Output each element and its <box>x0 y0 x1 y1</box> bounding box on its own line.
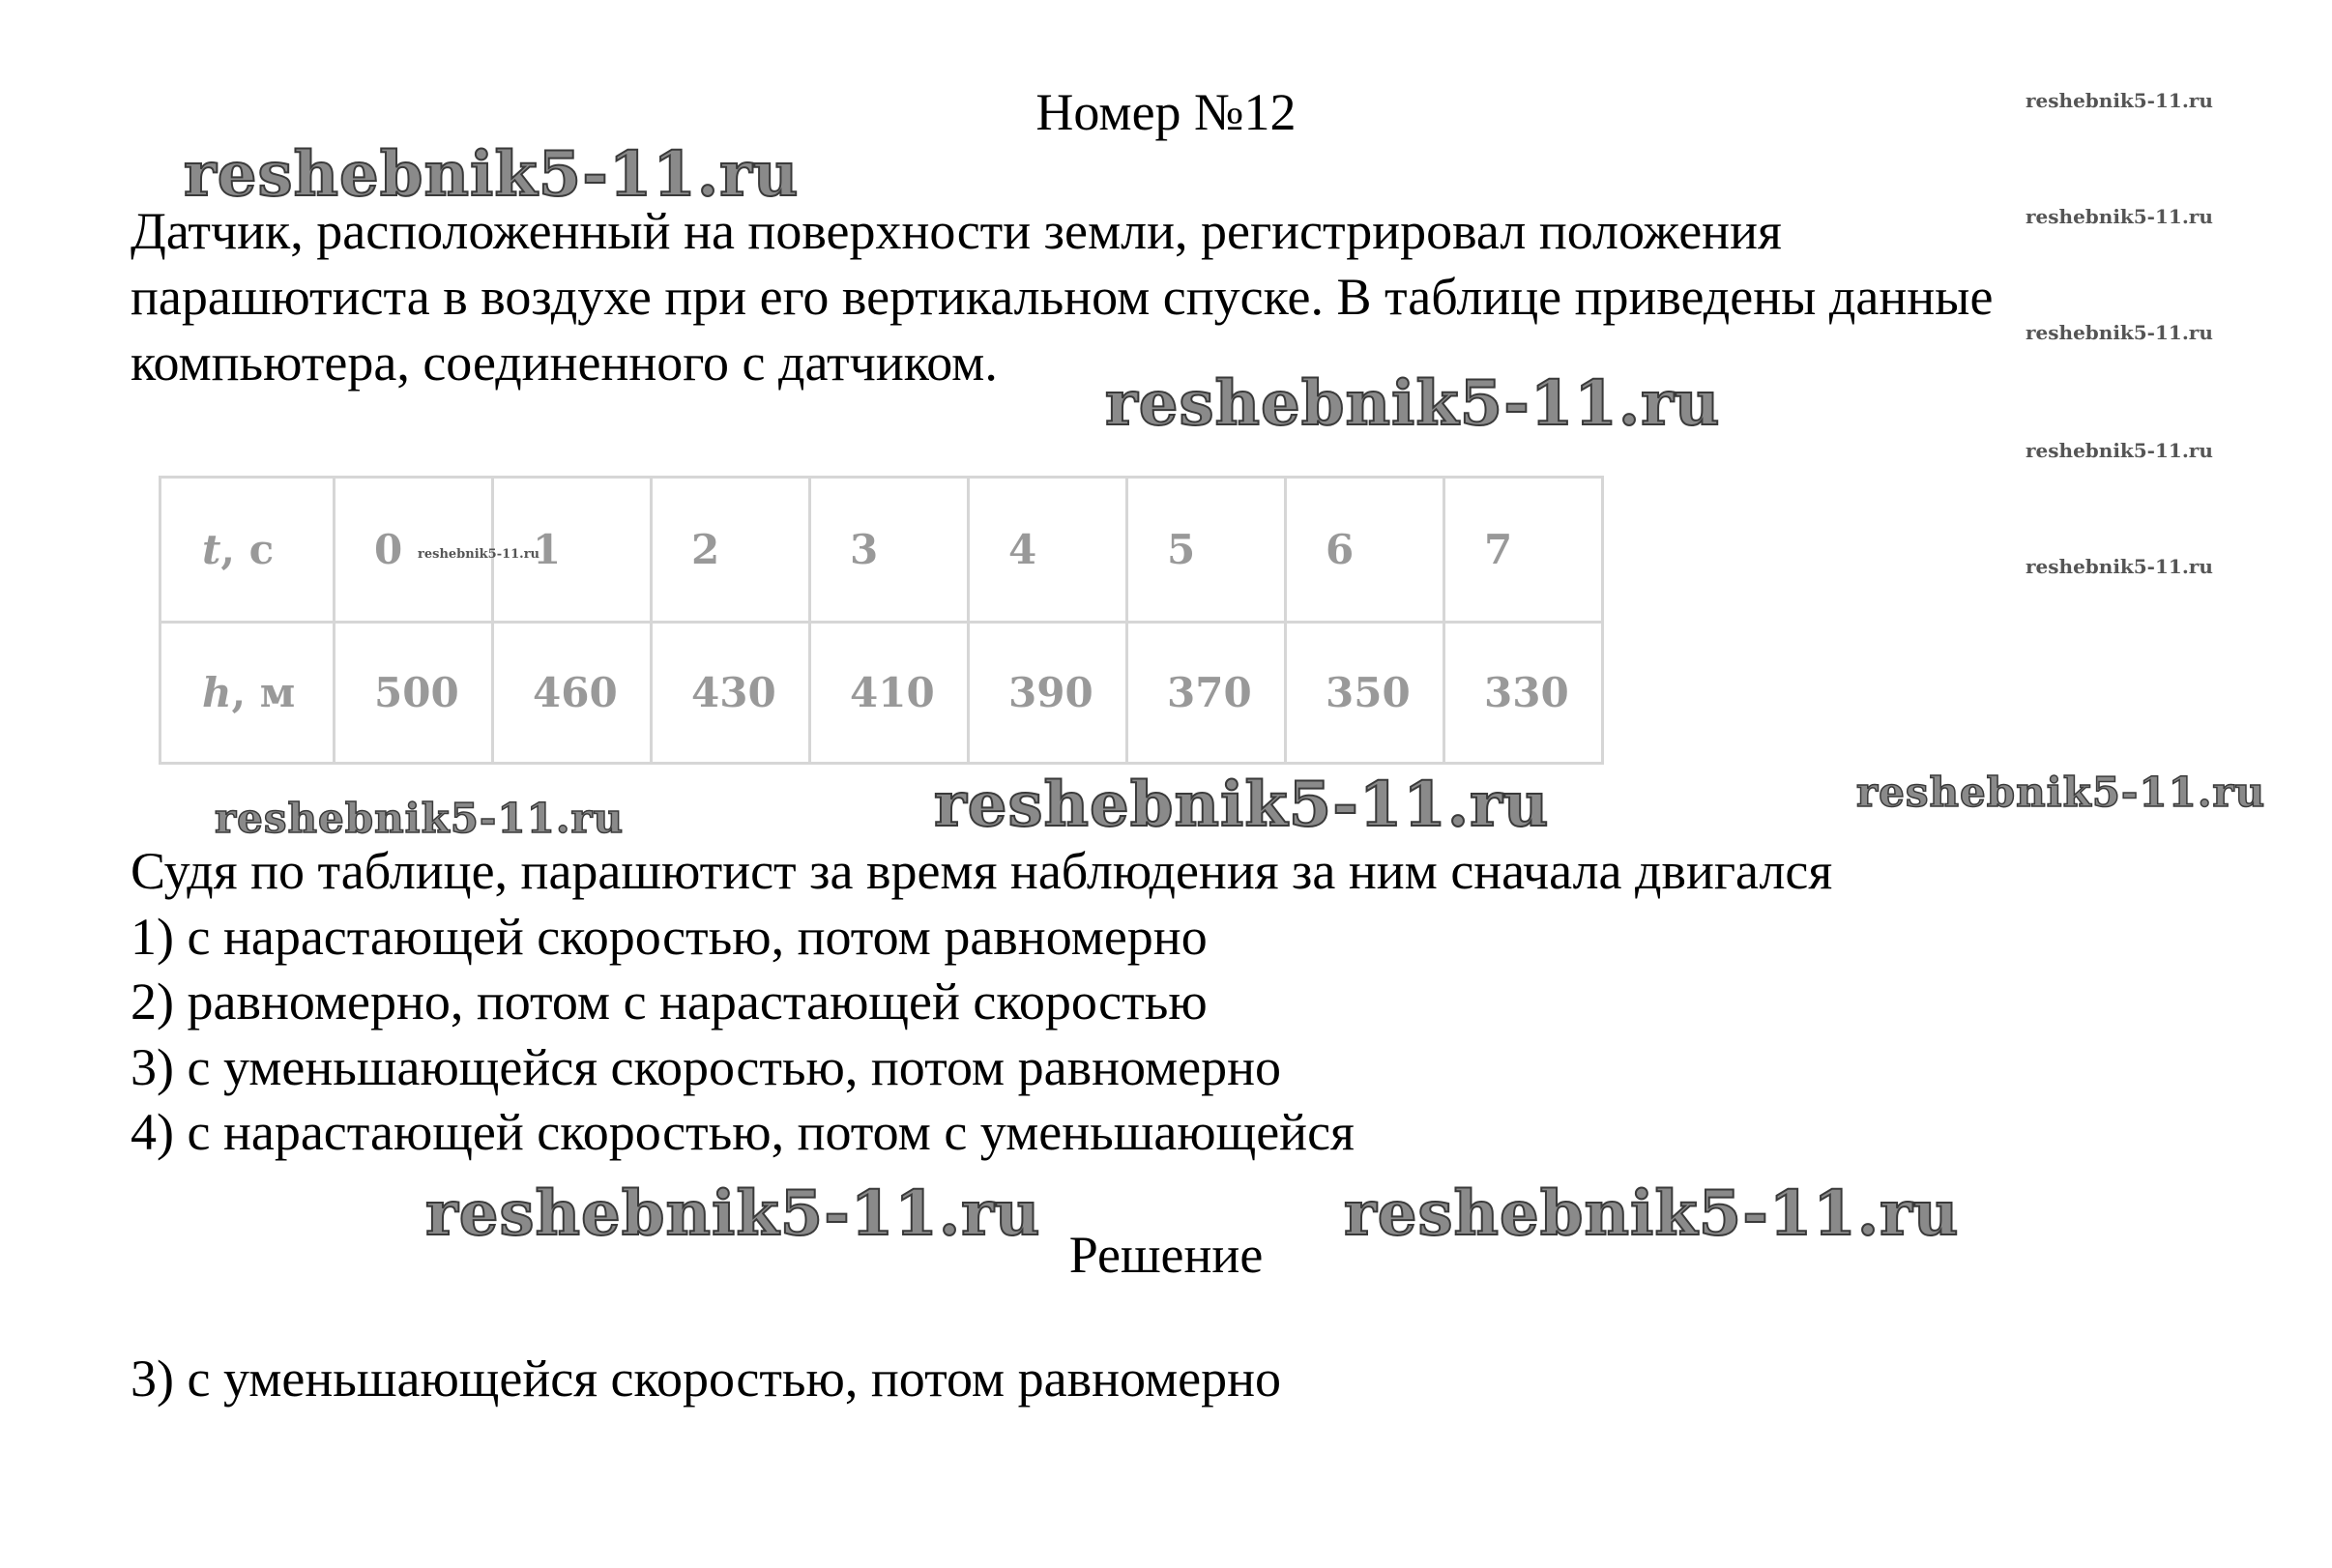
watermark: reshebnik5-11.ru <box>2026 439 2213 462</box>
answer-option-4: 4) с нарастающей скоростью, потом с уменьшающейся <box>131 1103 1355 1161</box>
watermark: reshebnik5-11.ru <box>418 547 540 562</box>
table-cell: 370 <box>1127 623 1286 764</box>
table-cell: 330 <box>1444 623 1603 764</box>
watermark: reshebnik5-11.ru <box>425 1177 1041 1250</box>
question-text: Судя по таблице, парашютист за время наблюдения за ним сначала двигался <box>131 842 1833 900</box>
table-cell: 0 <box>335 478 493 623</box>
problem-line-3: компьютера, соединенного с датчиком. <box>131 334 998 392</box>
table-cell: 3 <box>810 478 969 623</box>
table-cell: 460 <box>493 623 652 764</box>
table-cell: 4 <box>969 478 1127 623</box>
watermark: reshebnik5-11.ru <box>215 795 625 842</box>
table-cell: 390 <box>969 623 1127 764</box>
answer-option-1: 1) с нарастающей скоростью, потом равномерно <box>131 908 1208 966</box>
watermark: reshebnik5-11.ru <box>934 769 1550 841</box>
problem-line-2: парашютиста в воздухе при его вертикальном спуске. В таблице приведены данные <box>131 268 1994 326</box>
table-cell: 2 <box>652 478 810 623</box>
table-cell: 430 <box>652 623 810 764</box>
answer-option-2: 2) равномерно, потом с нарастающей скоростью <box>131 973 1208 1031</box>
table-cell: 6 <box>1286 478 1444 623</box>
table-cell: 7 <box>1444 478 1603 623</box>
table-label-height: h, м <box>160 623 335 764</box>
table-cell: 410 <box>810 623 969 764</box>
solution-heading: Решение <box>1068 1226 1264 1284</box>
watermark: reshebnik5-11.ru <box>1105 367 1721 440</box>
table-row-height <box>160 623 1603 764</box>
watermark: reshebnik5-11.ru <box>2026 205 2213 228</box>
table-cell: 5 <box>1127 478 1286 623</box>
watermark: reshebnik5-11.ru <box>2026 555 2213 578</box>
answer-option-3: 3) с уменьшающейся скоростью, потом равномерно <box>131 1038 1281 1096</box>
problem-line-1: Датчик, расположенный на поверхности земли, регистрировал положения <box>131 202 1782 260</box>
watermark: reshebnik5-11.ru <box>1344 1177 1960 1250</box>
watermark: reshebnik5-11.ru <box>2026 321 2213 344</box>
data-table <box>159 476 1604 765</box>
table-row-time <box>160 478 1603 623</box>
solution-answer: 3) с уменьшающейся скоростью, потом равномерно <box>131 1350 1281 1408</box>
table-cell: 350 <box>1286 623 1444 764</box>
watermark: reshebnik5-11.ru <box>184 138 800 211</box>
page-title: Номер №12 <box>1035 83 1297 141</box>
watermark: reshebnik5-11.ru <box>2026 89 2213 112</box>
table-label-time: t, с <box>160 478 335 623</box>
table-cell: 1 <box>493 478 652 623</box>
watermark: reshebnik5-11.ru <box>1856 769 2266 816</box>
table-cell: 500 <box>335 623 493 764</box>
